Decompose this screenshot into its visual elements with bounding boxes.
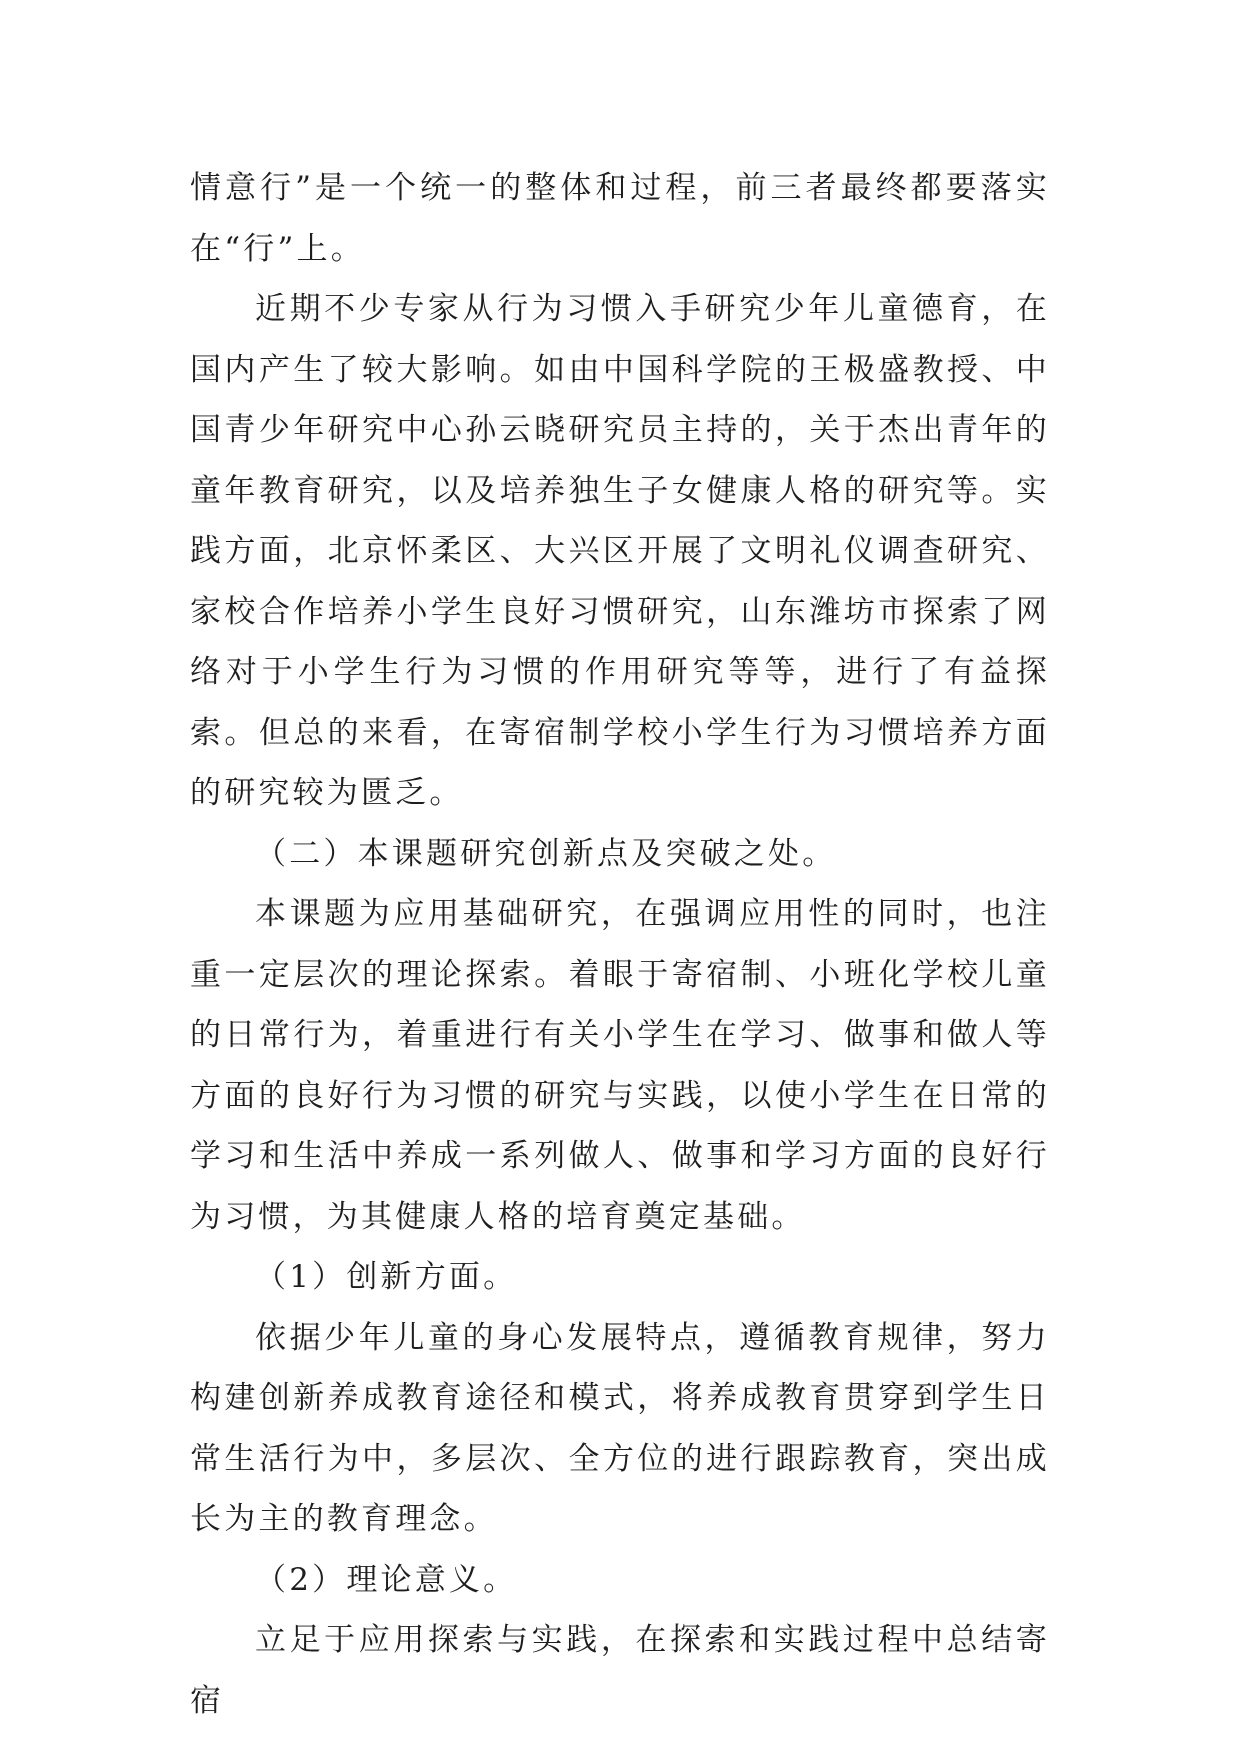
- paragraph-innovation-detail: 依据少年儿童的身心发展特点，遵循教育规律，努力构建创新养成教育途径和模式，将养成教育贯穿到学生日常生活行为中，多层次、全方位的进行跟踪教育，突出成长为主的教育理念。: [190, 1319, 1050, 1537]
- subheading-innovation-aspect: （1）创新方面。: [255, 1259, 518, 1295]
- paragraph-theory-detail: 立足于应用探索与实践，在探索和实践过程中总结寄宿: [190, 1622, 1050, 1719]
- paragraph-project-description: 本课题为应用基础研究，在强调应用性的同时，也注重一定层次的理论探索。着眼于寄宿制、小班化学校儿童的日常行为，着重进行有关小学生在学习、做事和做人等方面的良好行为习惯的研究与实践，以使小学生在日常的学习和生活中养成一系列做人、做事和学习方面的良好行为习惯，为其健康人格的培育奠定基础。: [190, 896, 1050, 1235]
- section-heading-innovation: （二）本课题研究创新点及突破之处。: [255, 835, 837, 872]
- document-body: [190, 158, 1050, 1731]
- subheading-theoretical-significance: （2）理论意义。: [255, 1561, 518, 1598]
- paragraph-research-status: 近期不少专家从行为习惯入手研究少年儿童德育，在国内产生了较大影响。如由中国科学院的王极盛教授、中国青少年研究中心孙云晓研究员主持的，关于杰出青年的童年教育研究，以及培养独生子女健康人格的研究等。实践方面，北京怀柔区、大兴区开展了文明礼仪调查研究、家校合作培养小学生良好习惯研究，山东潍坊市探索了网络对于小学生行为习惯的作用研究等等，进行了有益探索。但总的来看，在寄宿制学校小学生行为习惯培养方面的研究较为匮乏。: [190, 291, 1050, 811]
- paragraph-continuation: 情意行”是一个统一的整体和过程，前三者最终都要落实在“行”上。: [190, 170, 1050, 267]
